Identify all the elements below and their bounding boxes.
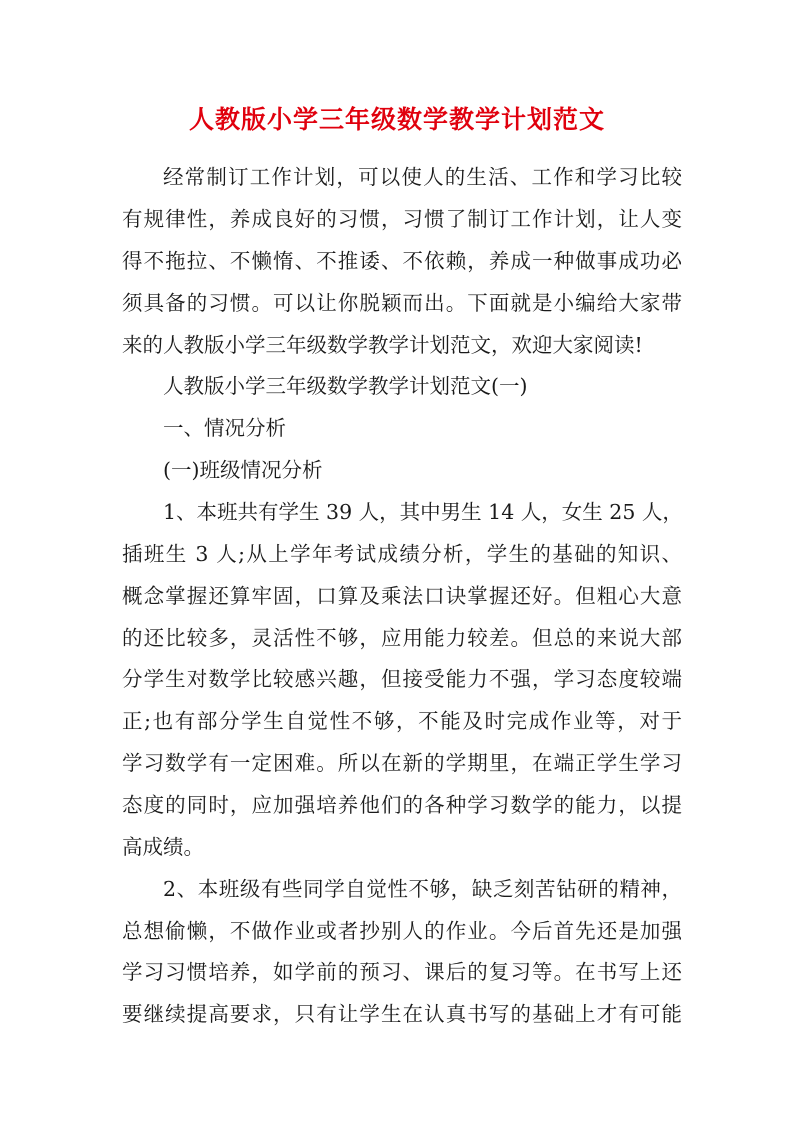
paragraph-line: 学习习惯培养，如学前的预习、课后的复习等。在书写上还	[122, 960, 682, 984]
paragraph-line: 总想偷懒，不做作业或者抄别人的作业。今后首先还是加强	[122, 919, 682, 943]
paragraph-line: 态度的同时，应加强培养他们的各种学习数学的能力，以提	[122, 793, 682, 817]
paragraph-line: 得不拖拉、不懒惰、不推诿、不依赖，养成一种做事成功必	[122, 249, 682, 273]
paragraph-line: 有规律性，养成良好的习惯，习惯了制订工作计划，让人变	[122, 207, 682, 231]
paragraph-line: 2、本班级有些同学自觉性不够，缺乏刻苦钻研的精神，	[163, 877, 682, 901]
paragraph-line: 分学生对数学比较感兴趣，但接受能力不强，学习态度较端	[122, 667, 682, 691]
document-title: 人教版小学三年级数学教学计划范文	[188, 105, 605, 134]
paragraph-line: 学习数学有一定困难。所以在新的学期里，在端正学生学习	[122, 751, 682, 775]
paragraph-line: 概念掌握还算牢固，口算及乘法口诀掌握还好。但粗心大意	[122, 584, 682, 608]
paragraph-line: 高成绩。	[122, 835, 204, 859]
section-heading: 一、情况分析	[163, 416, 286, 440]
paragraph-line: 要继续提高要求，只有让学生在认真书写的基础上才有可能	[122, 1002, 682, 1026]
paragraph-line: 须具备的习惯。可以让你脱颖而出。下面就是小编给大家带	[122, 291, 682, 315]
paragraph-line: 1、本班共有学生 39 人，其中男生 14 人，女生 25 人，	[163, 500, 683, 524]
paragraph-line: 来的人教版小学三年级数学教学计划范文，欢迎大家阅读!	[122, 333, 643, 357]
paragraph-line: 插班生 3 人;从上学年考试成绩分析，学生的基础的知识、	[122, 542, 682, 566]
section-heading: (一)班级情况分析	[163, 458, 323, 482]
paragraph-line: 的还比较多，灵活性不够，应用能力较差。但总的来说大部	[122, 626, 682, 650]
section-heading: 人教版小学三年级数学教学计划范文(一)	[163, 374, 528, 398]
paragraph-line: 经常制订工作计划，可以使人的生活、工作和学习比较	[163, 165, 682, 189]
paragraph-line: 正;也有部分学生自觉性不够，不能及时完成作业等，对于	[122, 709, 682, 733]
